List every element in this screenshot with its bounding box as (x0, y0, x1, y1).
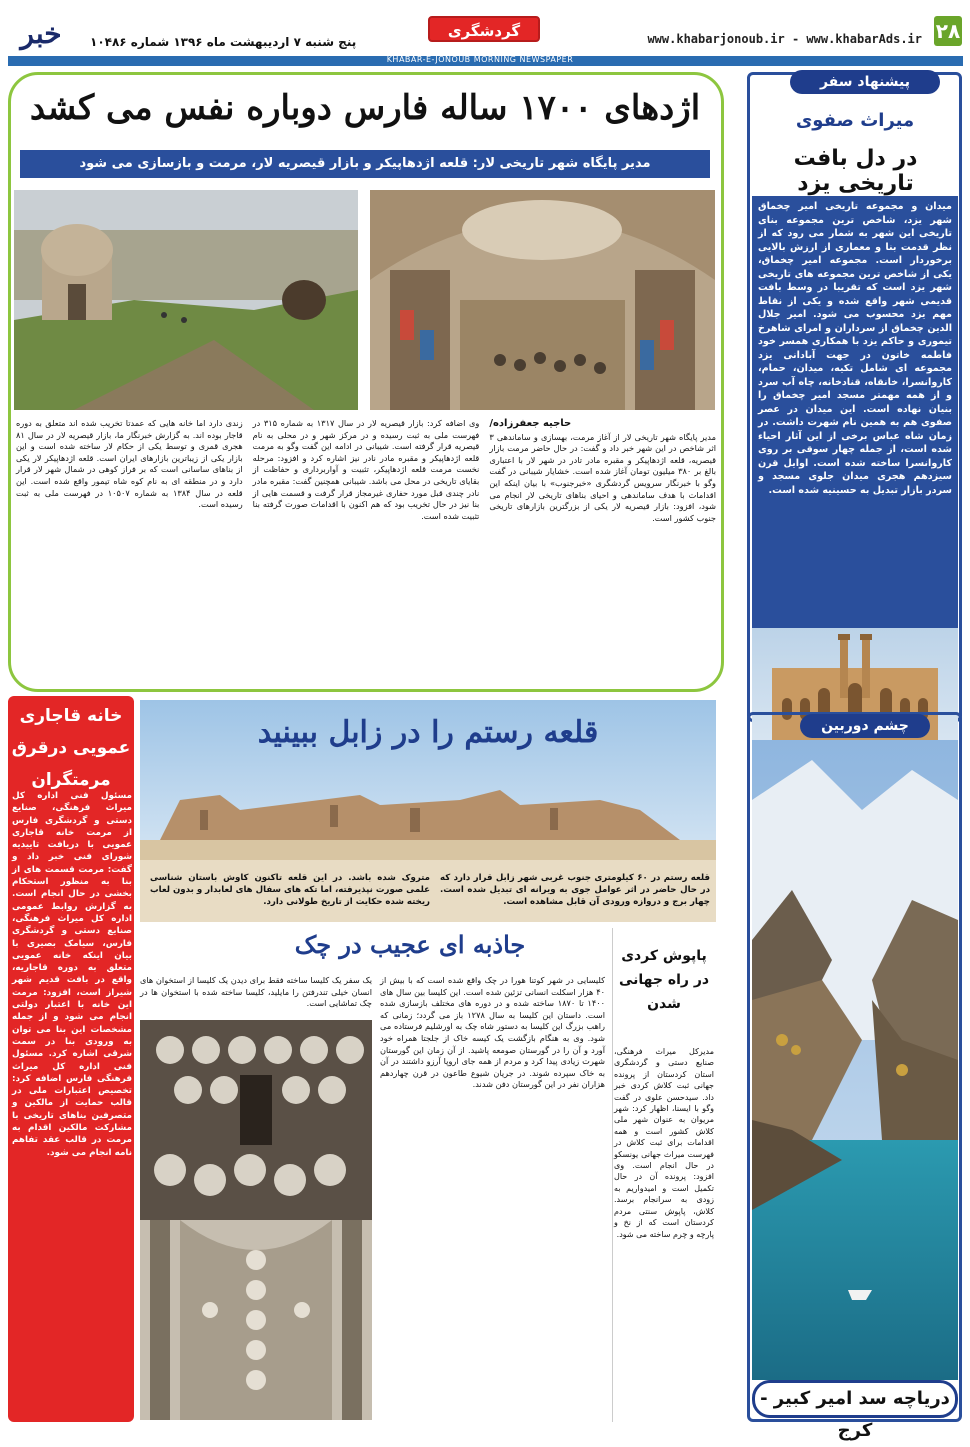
bazaar-image (370, 190, 715, 410)
bones-image (140, 1220, 372, 1420)
camera-eye-tag: چشم دوربین (800, 714, 930, 738)
main-col3-text: زندی دارد اما خانه هایی که عمدتا تخریب شده اند متعلق به دوره قاجار بوده اند. به گزارش خبرنگار ما، بازار قیصریه لار در سال ۸۱ هجری قمری و توسط یکی از حکام لار ساخته شده است و این بازار یکی از زیباترین بازارهای ایران است. قلعه اژدهاپیکر لار یکی از بناهای ساسانی است که بر فراز کوهی در شمال شهر لار قرار دارد و در منطقه ای به نام کوه شاه تیمور واقع شده است. این قلعه در سال ۱۳۸۴ به شماره ۱۰۵۰۷ در فهرست ملی به ثبت رسیده است. (15, 418, 243, 510)
band-text: KHABAR-E-JONOUB MORNING NEWSPAPER (386, 55, 574, 64)
yazd-kicker: میراث صفوی (795, 110, 915, 131)
rostam-headline: قلعه رستم را در زابل ببینید (257, 715, 599, 750)
qeysarieh-bazaar-photo (370, 190, 715, 410)
main-subhead: مدیر پایگاه شهر تاریخی لار: قلعه اژدهاپیکر و بازار قیصریه لار، مرمت و بازسازی می شود (20, 150, 710, 178)
yazd-headline: در دل بافت تاریخی یزد (793, 146, 918, 196)
church-body: کلیسایی در شهر کوتنا هورا در چک واقع شده است که با بیش از ۴۰ هزار اسکلت انسانی تزئین شده است. این کلیسا بین سال های ۱۴۰۰ تا ۱۸۷۰ ساخته شده و در دوره های مختلف بازسازی شده است. داستان این کلیسا به سال ۱۲۷۸ باز می گردد؛ زمانی که راهب بزرگ این کلیسا به دستور شاه چک به اورشلیم فرستاده می شود. وی به هنگام بازگشت یک کیسه خاک از جلجتا همراه خود آورد و آن را در گورستان صومعه پاشید. از آن زمان این گورستان شهرت زیادی پیدا کرد و مردم از همه جای اروپا آرزو داشتند در آن به خاک سپرده شوند. در جریان شیوع طاعون در قرن چهاردهم هزاران نفر در این گورستان دفن شدند. (380, 975, 606, 1090)
azhdaha-peykar-castle-photo (14, 190, 358, 410)
main-article-columns (16, 418, 716, 684)
karaj-dam-photo (752, 740, 958, 1380)
rostam-text-1: قلعه رستم در ۶۰ کیلومتری جنوب غربی شهر زابل قرار دارد که در حال حاضر در اثر عوامل جوی به ویرانه ای تبدیل شده است. چهار برج و دروازه ورودی آن قابل مشاهده است. (440, 873, 710, 907)
ossuary-bones-photo (140, 1220, 372, 1420)
newspaper-logo: خبر (20, 17, 62, 50)
kurdish-shoe-body: مدیرکل میراث فرهنگی، صنایع دستی و گردشگری استان کردستان از پرونده جهانی ثبت کلاش کردی خبر داد. سیدحسن علوی در گفت وگو با ایسنا، اظهار کرد: شهر مریوان به عنوان شهر ملی کلاش کشور است و همه اقدامات برای ثبت کلاش در فهرست میراث جهانی یونسکو در حال انجام است. وی افزود: پرونده آن در حال تکمیل است و امیدواریم به زودی به سرانجام برسد. کلاش، پاپوش سنتی مردم کردستان است که از نخ و پارچه و چرم ساخته می شود. (614, 1047, 714, 1239)
skulls-image (140, 1020, 372, 1220)
karaj-dam-caption: دریاچه سد امیر کبیر - کرج (752, 1380, 958, 1418)
ossuary-skulls-photo (140, 1020, 372, 1220)
main-headline: اژدهای ۱۷۰۰ ساله فارس دوباره نفس می کشد (29, 88, 701, 128)
karaj-dam-image (752, 740, 958, 1380)
main-col2-text: وی اضافه کرد: بازار قیصریه لار در سال ۱۳۱۷ به شماره ۳۱۵ در فهرست ملی به ثبت رسیده و در مرکز شهر و در محلی به نام قیصریه قرار گرفته است. شیبانی در ادامه این گفت وگو به مرمت قلعه اژدهاپیکر و مقبره مادر نادر نیز اشاره کرد و افزود: مرحله نخست مرمت قلعه اژدهاپیکر، تثبیت و آواربرداری و حفاظت از بقایای تاریخی در محل می باشد. شیبانی همچنین گفت: مقبره مادر نادر چندی قبل مورد حفاری غیرمجاز قرار گرفت و قسمت هایی از بنا نیز در حال تخریب بود که هم اکنون با اقدامات صورت گرفته بنا تثبیت شده است. (252, 418, 480, 521)
kurdish-shoe-headline: پاپوش کردی در راه جهانی شدن (618, 948, 710, 1012)
main-byline: حاجیه جعفرزاده/ (489, 418, 572, 429)
header-urls[interactable]: www.khabarjonoub.ir - www.khabarAds.ir (647, 32, 922, 46)
qajar-house-body: مسئول فنی اداره کل میراث فرهنگی، صنایع دستی و گردشگری فارس از مرمت خانه قاجاری عمویی با دریافت تاییدیه شورای فنی خبر داد و گفت: مرمت قسمت های از بنا به منظور استحکام بخشی در حال انجام است. به گزارش روابط عمومی اداره کل میراث فرهنگی، صنایع دستی و گردشگری فارس، سیامک بصیری با بیان اینکه خانه عمویی متعلق به دوره قاجاریه، واقع در بافت قدیم شهر شیراز است، افزود: مرمت این خانه با اعتبار دولتی انجام می شود و از جمله مشخصات این بنا می توان به ورودی بنا در سمت شرقی اشاره کرد. مسئول فنی اداره کل میراث فرهنگی فارس اضافه کرد: تخصیص اعتبارات ملی در قالب حمایت از مالکین و متصرفین بناهای تاریخی با مشارکت مالکین اقدام به مرمت در قالب عقد تفاهم نامه انجام می شود. (12, 791, 132, 1158)
main-col1-text: مدیر پایگاه شهر تاریخی لار از آغاز مرمت، بهسازی و ساماندهی ۳ اثر شاخص در این شهر خبر داد و گفت: در حال حاضر مرمت بازار قیصریه، قلعه اژدهاپیکر و مقبره مادر تادر در شهر لار با اعتباری بالغ بر ۳۸۰ میلیون تومان آغاز شده است. خشایار شیبانی در گفت وگو با خبرنگار سرویس گردشگری «خبرجنوب» با بیان اینکه این اقدامات با هدف ساماندهی و احیای بناهای تاریخی لار انجام می شود، افزود: بازار قیصریه لار یکی از بزرگترین بازارهای تاریخی جنوب کشور است. (489, 431, 716, 523)
page-number: ۲۸ (934, 16, 962, 46)
main-column-2 (253, 418, 480, 684)
church-headline: جاذبه ای عجیب در چک (294, 930, 526, 959)
rostam-text-2: متروک شده باشد. در این قلعه تاکنون کاوش باستان شناسی علمی صورت نپذیرفته، اما تکه های سفال های لعابدار و بدون لعاب ریخته شده حکایت از تاریخ طولانی دارد. (150, 873, 430, 907)
travel-suggestion-tag: پیشنهاد سفر (790, 70, 940, 94)
section-label: گردشگری (428, 16, 540, 42)
church-caption: یک سفر یک کلیسا ساخته فقط برای دیدن یک کلیسا از استخوان های انسان خیلی تندرفتن را مایلید، کلیسا ساخته شده با استخوان ها در چک تماشایی است. (140, 975, 372, 1009)
yazd-body: میدان و مجموعه تاریخی امیر چخماق شهر یزد، شاخص ترین مجموعه بنای تاریخی این شهر به شمار می رود که از نظر قدمت بنا و معماری از ارزش بالایی برخوردار است. مجموعه امیر چخماق، یکی از شاخص ترین مجموعه های تاریخی شهر یزد است که تقریبا در وسط بافت قدیمی شهر واقع شده و یکی از نقاط مهم یزد محسوب می شود. امیر جلال الدین چخماق از سرداران و امرای شاهرخ تیموری و حاکم یزد با همکاری همسر خود فاطمه خاتون در جهت آبادانی یزد مجموعه ای شامل تکیه، میدان، حمام، کاروانسرا، خانقاه، قنادخانه، چاه آب سرد و از همه مهمتر مسجد امیر چخماق را بنیان نهاده است. این میدان در عصر صفوی هم به همین نام شهرت داشت. در زمان شاه عباس برخی از این آثار احیاء شده است، از جمله چهار سوقی بر روی کاروانسرا ساخته شده است. اوایل قرن سیزدهم هجری میدان جلوی مسجد و سردر بازار تبدیل به حسینیه شده است. (752, 196, 958, 628)
castle-image (14, 190, 358, 410)
qajar-house-headline: خانه قاجاری عمویی درقرق مرمتگران (11, 706, 131, 790)
main-column-1 (489, 418, 716, 684)
dateline: پنج شنبه ۷ اردیبهشت ماه ۱۳۹۶ شماره ۱۰۴۸۶ (90, 35, 357, 49)
main-column-3 (16, 418, 243, 684)
